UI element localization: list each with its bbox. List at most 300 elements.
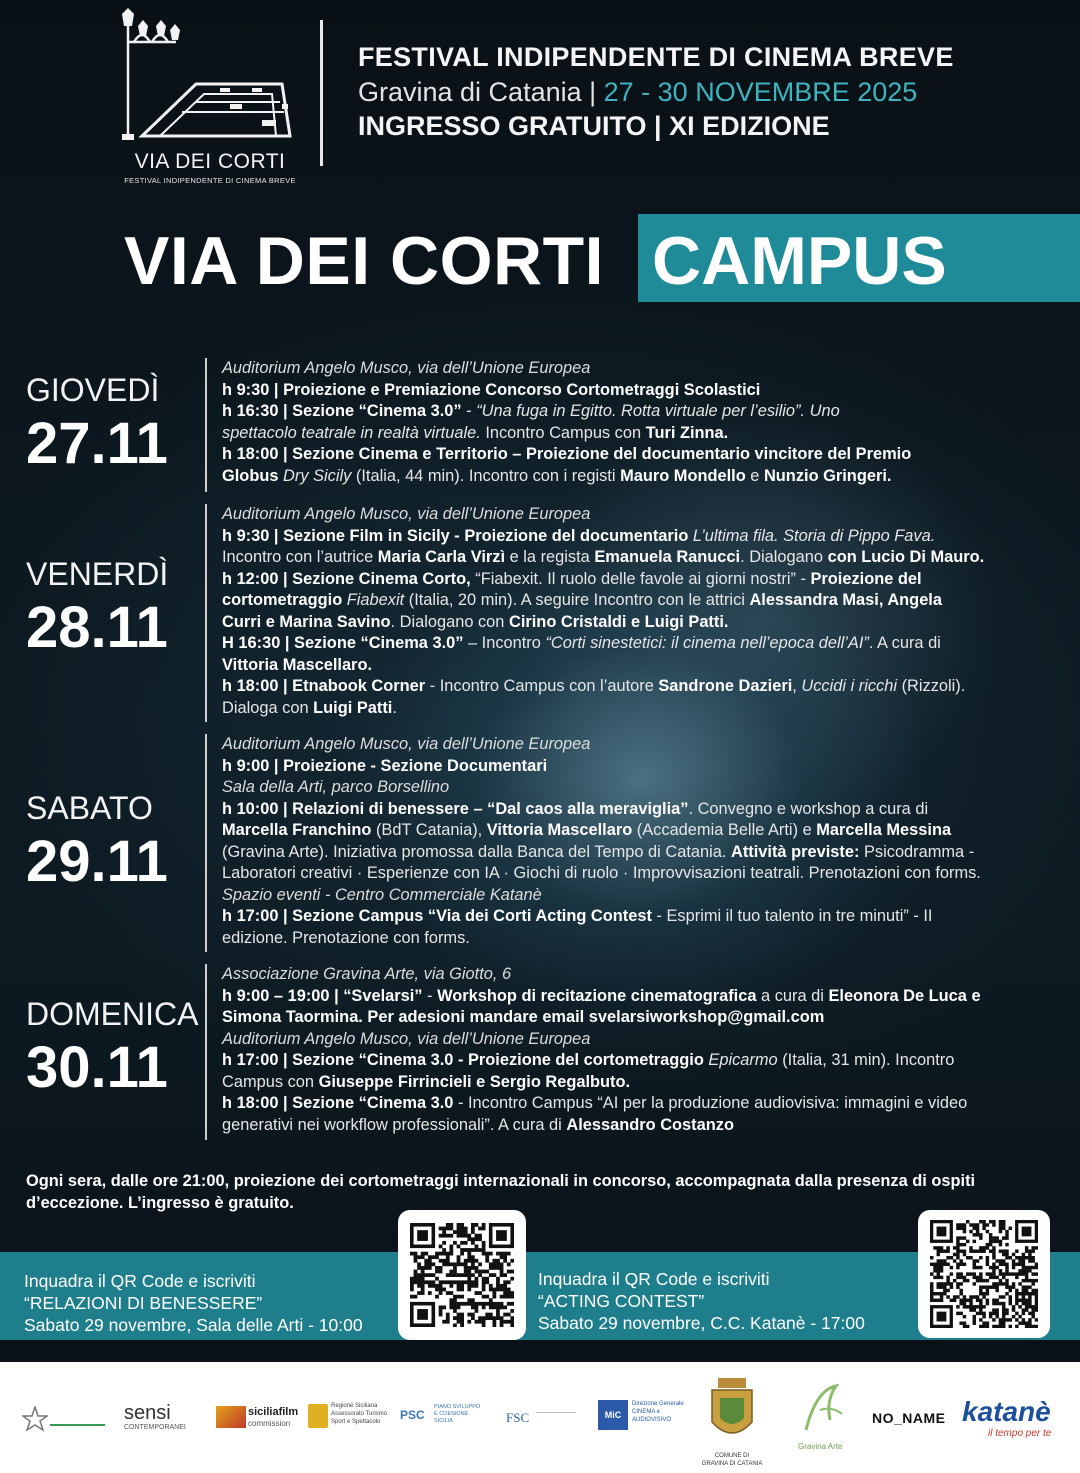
qr-module xyxy=(503,1284,507,1288)
qr-module xyxy=(435,1284,439,1288)
qr-module xyxy=(999,1302,1002,1305)
qr-module xyxy=(986,1299,989,1302)
siciliafilm-logo: siciliafilm xyxy=(248,1406,299,1418)
qr-module xyxy=(992,1272,995,1275)
qr-module xyxy=(956,1236,959,1239)
qr-module xyxy=(421,1280,425,1284)
qr-module xyxy=(424,1266,428,1270)
qr-module xyxy=(492,1266,496,1270)
qr-module xyxy=(982,1220,985,1223)
qr-module xyxy=(467,1237,471,1241)
qr-module xyxy=(467,1277,471,1281)
qr-module xyxy=(449,1302,453,1306)
qr-module xyxy=(969,1299,972,1302)
qr-module xyxy=(464,1234,468,1238)
qr-module xyxy=(933,1246,936,1249)
qr-module xyxy=(1005,1279,1008,1282)
qr-module xyxy=(432,1262,436,1266)
qr-module xyxy=(1005,1318,1008,1321)
header-dates: 27 - 30 NOVEMBRE 2025 xyxy=(603,77,918,107)
qr-module xyxy=(930,1292,933,1295)
qr-module xyxy=(503,1295,507,1299)
qr-module xyxy=(500,1316,504,1320)
qr-module xyxy=(439,1227,443,1231)
qr-module xyxy=(421,1255,425,1259)
qr-module xyxy=(496,1302,500,1306)
qr-module xyxy=(460,1227,464,1231)
qr-module xyxy=(482,1241,486,1245)
qr-module xyxy=(489,1316,493,1320)
qr-module xyxy=(1012,1282,1015,1285)
qr-module xyxy=(933,1266,936,1269)
qr-module xyxy=(1031,1279,1034,1282)
qr-module xyxy=(467,1259,471,1263)
qr-module xyxy=(457,1313,461,1317)
qr-module xyxy=(982,1315,985,1318)
qr-module xyxy=(1002,1259,1005,1262)
qr-module xyxy=(940,1299,943,1302)
qr-module xyxy=(1009,1289,1012,1292)
qr-module xyxy=(1002,1295,1005,1298)
qr-module xyxy=(963,1279,966,1282)
schedule-line: cortometraggio Fiabexit (Italia, 20 min). A seguire Incontro con le attrici Alessandra Masi, Angela xyxy=(222,591,942,609)
qr-module xyxy=(933,1292,936,1295)
qr-module xyxy=(995,1325,998,1328)
sponsor-bar xyxy=(0,1362,1080,1473)
qr-module xyxy=(442,1241,446,1245)
qr-module xyxy=(1005,1312,1008,1315)
qr-module xyxy=(973,1318,976,1321)
qr-module xyxy=(467,1280,471,1284)
qr-module xyxy=(979,1312,982,1315)
qr-module xyxy=(471,1284,475,1288)
qr-module xyxy=(992,1256,995,1259)
qr-module xyxy=(989,1249,992,1252)
qr-module xyxy=(453,1273,457,1277)
qr-module xyxy=(446,1280,450,1284)
qr-module xyxy=(979,1308,982,1311)
qr-module xyxy=(930,1295,933,1298)
qr-module xyxy=(995,1289,998,1292)
qr-module xyxy=(460,1230,464,1234)
qr-finder xyxy=(417,1230,428,1241)
qr-module xyxy=(435,1266,439,1270)
qr-module xyxy=(460,1262,464,1266)
qr-module xyxy=(449,1291,453,1295)
qr-module xyxy=(496,1252,500,1256)
qr-module xyxy=(503,1291,507,1295)
qr-module xyxy=(999,1223,1002,1226)
qr-module xyxy=(1002,1272,1005,1275)
qr-module xyxy=(940,1282,943,1285)
qr-module xyxy=(979,1305,982,1308)
qr-module xyxy=(1022,1295,1025,1298)
schedule-line: Globus Dry Sicily (Italia, 44 min). Incontro con i registi Mauro Mondello e Nunzio Gringeri. xyxy=(222,466,892,485)
noname-logo: NO_NAME xyxy=(872,1410,946,1426)
qr-module xyxy=(457,1255,461,1259)
qr-module xyxy=(1005,1269,1008,1272)
schedule-line: Dialoga con Luigi Patti. xyxy=(222,698,397,717)
qr-finder xyxy=(937,1227,947,1237)
qr-module xyxy=(1002,1325,1005,1328)
qr-module xyxy=(503,1280,507,1284)
qr-module xyxy=(428,1259,432,1263)
qr-module xyxy=(421,1266,425,1270)
qr-module xyxy=(1018,1259,1021,1262)
qr-module xyxy=(471,1313,475,1317)
qr-module xyxy=(979,1266,982,1269)
schedule-line: (Gravina Arte). Iniziativa promossa dalla Banca del Tempo di Catania. Attività previste: Psicodramma - xyxy=(222,842,975,861)
qr-module xyxy=(460,1295,464,1299)
qr-module xyxy=(1022,1256,1025,1259)
qr-module xyxy=(1002,1276,1005,1279)
qr-module xyxy=(410,1252,414,1256)
qr-module xyxy=(467,1284,471,1288)
qr-module xyxy=(982,1249,985,1252)
qr-module xyxy=(453,1241,457,1245)
qr-module xyxy=(1012,1305,1015,1308)
qr-module xyxy=(503,1313,507,1317)
qr-module xyxy=(460,1323,464,1327)
qr-module xyxy=(492,1302,496,1306)
qr-module xyxy=(959,1292,962,1295)
day-divider xyxy=(205,504,207,722)
evening-note: Ogni sera, dalle ore 21:00, proiezione dei cortometraggi internazionali in concorso, accompagnata dalla presenza di ospiti d’eccezione. L’ingresso è gratuito. xyxy=(26,1172,976,1212)
qr-module xyxy=(482,1302,486,1306)
qr-module xyxy=(475,1234,479,1238)
qr-module xyxy=(999,1272,1002,1275)
qr-module xyxy=(1035,1279,1038,1282)
qr-module xyxy=(446,1291,450,1295)
qr-module xyxy=(930,1256,933,1259)
qr-module xyxy=(442,1248,446,1252)
qr-module xyxy=(953,1253,956,1256)
qr-module xyxy=(992,1318,995,1321)
qr-module xyxy=(449,1270,453,1274)
qr-module xyxy=(986,1272,989,1275)
qr-module xyxy=(1035,1266,1038,1269)
qr-module xyxy=(995,1266,998,1269)
qr-module xyxy=(460,1248,464,1252)
qr-module xyxy=(457,1262,461,1266)
qr-module xyxy=(1009,1318,1012,1321)
qr-module xyxy=(1025,1276,1028,1279)
schedule-line: h 16:30 | Sezione “Cinema 3.0” - “Una fuga in Egitto. Rotta virtuale per l’esilio”. Uno xyxy=(222,402,840,420)
qr-module xyxy=(956,1305,959,1308)
qr-right-line1: Inquadra il QR Code e iscriviti xyxy=(538,1269,770,1289)
qr-module xyxy=(471,1273,475,1277)
qr-module xyxy=(1025,1289,1028,1292)
qr-module xyxy=(442,1234,446,1238)
qr-module xyxy=(940,1276,943,1279)
qr-module xyxy=(457,1245,461,1249)
qr-module xyxy=(510,1270,514,1274)
qr-module xyxy=(496,1280,500,1284)
qr-module xyxy=(933,1263,936,1266)
festival-logo xyxy=(112,8,302,183)
qr-module xyxy=(1025,1246,1028,1249)
qr-module xyxy=(424,1280,428,1284)
qr-module xyxy=(510,1316,514,1320)
qr-module xyxy=(1035,1318,1038,1321)
qr-module xyxy=(442,1288,446,1292)
qr-module xyxy=(1035,1292,1038,1295)
qr-module xyxy=(976,1233,979,1236)
qr-module xyxy=(1002,1282,1005,1285)
qr-module xyxy=(979,1220,982,1223)
qr-module xyxy=(1028,1302,1031,1305)
qr-module xyxy=(439,1266,443,1270)
qr-module xyxy=(439,1313,443,1317)
qr-module xyxy=(489,1302,493,1306)
qr-module xyxy=(963,1321,966,1324)
qr-module xyxy=(946,1263,949,1266)
qr-finder xyxy=(417,1309,428,1320)
qr-module xyxy=(973,1259,976,1262)
qr-module xyxy=(995,1312,998,1315)
qr-module xyxy=(453,1295,457,1299)
qr-module xyxy=(940,1295,943,1298)
qr-module xyxy=(946,1256,949,1259)
siciliafilm-logo-sub: commission xyxy=(248,1419,291,1428)
qr-module xyxy=(442,1280,446,1284)
qr-module xyxy=(449,1273,453,1277)
qr-module xyxy=(449,1280,453,1284)
qr-module xyxy=(478,1248,482,1252)
qr-module xyxy=(435,1288,439,1292)
schedule-line: h 18:00 | Sezione Cinema e Territorio – Proiezione del documentario vincitore del Premio xyxy=(222,445,912,463)
qr-module xyxy=(979,1272,982,1275)
qr-module xyxy=(432,1280,436,1284)
schedule-line: h 9:30 | Sezione Film in Sicily - Proiezione del documentario L’ultima fila. Storia di Pippo Fava. xyxy=(222,526,936,545)
qr-module xyxy=(1005,1253,1008,1256)
qr-module xyxy=(1028,1295,1031,1298)
qr-module xyxy=(973,1249,976,1252)
qr-module xyxy=(1022,1259,1025,1262)
qr-module xyxy=(943,1263,946,1266)
qr-module xyxy=(976,1223,979,1226)
qr-module xyxy=(940,1246,943,1249)
qr-module xyxy=(969,1302,972,1305)
qr-module xyxy=(478,1262,482,1266)
qr-module xyxy=(489,1262,493,1266)
qr-module xyxy=(1002,1227,1005,1230)
qr-module xyxy=(979,1299,982,1302)
qr-module xyxy=(937,1263,940,1266)
qr-module xyxy=(421,1252,425,1256)
qr-module xyxy=(937,1272,940,1275)
qr-module xyxy=(969,1295,972,1298)
qr-module xyxy=(1022,1299,1025,1302)
qr-module xyxy=(956,1312,959,1315)
qr-module xyxy=(963,1295,966,1298)
qr-module xyxy=(492,1259,496,1263)
schedule-line: H 16:30 | Sezione “Cinema 3.0” – Incontro “Corti sinestetici: il cinema nell’epoca dell’AI”. A cura di xyxy=(222,634,941,652)
qr-module xyxy=(471,1227,475,1231)
katane-logo: katanè xyxy=(962,1396,1051,1427)
header-festival-name: FESTIVAL INDIPENDENTE DI CINEMA BREVE xyxy=(358,42,954,72)
qr-module xyxy=(946,1289,949,1292)
qr-code-relazioni[interactable] xyxy=(398,1210,526,1340)
qr-module xyxy=(930,1289,933,1292)
qr-module xyxy=(421,1291,425,1295)
qr-module xyxy=(966,1240,969,1243)
qr-module xyxy=(930,1272,933,1275)
qr-module xyxy=(963,1299,966,1302)
qr-module xyxy=(460,1273,464,1277)
qr-module xyxy=(992,1276,995,1279)
schedule-line: Curri e Marina Savino. Dialogano con Cirino Cristaldi e Luigi Patti. xyxy=(222,612,729,631)
qr-module xyxy=(1002,1263,1005,1266)
qr-module xyxy=(496,1259,500,1263)
schedule-line: spettacolo teatrale in realtà virtuale. Incontro Campus con Turi Zinna. xyxy=(222,423,729,442)
qr-module xyxy=(999,1269,1002,1272)
qr-module xyxy=(1018,1272,1021,1275)
qr-module xyxy=(950,1256,953,1259)
day-schedule xyxy=(222,734,1062,949)
qr-module xyxy=(453,1323,457,1327)
qr-module xyxy=(457,1288,461,1292)
qr-module xyxy=(478,1316,482,1320)
qr-module xyxy=(428,1280,432,1284)
qr-module xyxy=(1002,1305,1005,1308)
qr-module xyxy=(421,1270,425,1274)
qr-module xyxy=(1009,1285,1012,1288)
qr-module xyxy=(956,1282,959,1285)
qr-module xyxy=(478,1291,482,1295)
qr-module xyxy=(439,1291,443,1295)
qr-module xyxy=(1012,1285,1015,1288)
qr-module xyxy=(999,1230,1002,1233)
qr-module xyxy=(1022,1279,1025,1282)
qr-module xyxy=(439,1245,443,1249)
qr-module xyxy=(959,1302,962,1305)
qr-module xyxy=(1028,1312,1031,1315)
qr-module xyxy=(986,1259,989,1262)
qr-module xyxy=(457,1280,461,1284)
qr-module xyxy=(1015,1292,1018,1295)
qr-module xyxy=(992,1285,995,1288)
schedule-line: Spazio eventi - Centro Commerciale Katanè xyxy=(222,885,542,904)
schedule-line: Campus con Giuseppe Firrincieli e Sergio Regalbuto. xyxy=(222,1072,631,1091)
qr-module xyxy=(417,1291,421,1295)
qr-module xyxy=(503,1273,507,1277)
qr-module xyxy=(1022,1266,1025,1269)
qr-finder xyxy=(1022,1227,1032,1237)
qr-code-acting-contest[interactable] xyxy=(918,1210,1050,1338)
qr-module xyxy=(500,1320,504,1324)
qr-module xyxy=(457,1305,461,1309)
qr-left-line1: Inquadra il QR Code e iscriviti xyxy=(24,1271,256,1291)
qr-module xyxy=(982,1292,985,1295)
qr-module xyxy=(933,1269,936,1272)
qr-module xyxy=(442,1259,446,1263)
qr-module xyxy=(937,1259,940,1262)
qr-module xyxy=(1012,1253,1015,1256)
qr-module xyxy=(471,1262,475,1266)
qr-module xyxy=(439,1305,443,1309)
qr-module xyxy=(421,1277,425,1281)
qr-module xyxy=(482,1227,486,1231)
qr-module xyxy=(976,1276,979,1279)
qr-module xyxy=(467,1266,471,1270)
qr-module xyxy=(1002,1223,1005,1226)
qr-module xyxy=(449,1298,453,1302)
qr-module xyxy=(482,1288,486,1292)
qr-module xyxy=(995,1302,998,1305)
qr-module xyxy=(959,1312,962,1315)
qr-module xyxy=(482,1223,486,1227)
day-name: VENERDÌ xyxy=(26,556,169,592)
qr-module xyxy=(1002,1321,1005,1324)
qr-left-line3: Sabato 29 novembre, Sala delle Arti - 10:00 xyxy=(24,1315,363,1335)
day-schedule xyxy=(222,358,1062,487)
qr-module xyxy=(500,1252,504,1256)
qr-module xyxy=(507,1302,511,1306)
qr-module xyxy=(959,1249,962,1252)
qr-module xyxy=(1012,1272,1015,1275)
qr-module xyxy=(467,1273,471,1277)
qr-module xyxy=(489,1252,493,1256)
qr-module xyxy=(475,1291,479,1295)
qr-module xyxy=(992,1253,995,1256)
qr-module xyxy=(956,1263,959,1266)
schedule-line: Sala della Arti, parco Borsellino xyxy=(222,778,450,796)
qr-module xyxy=(507,1291,511,1295)
qr-module xyxy=(989,1315,992,1318)
qr-module xyxy=(428,1255,432,1259)
qr-module xyxy=(1025,1249,1028,1252)
qr-module xyxy=(950,1282,953,1285)
qr-module xyxy=(471,1223,475,1227)
qr-module xyxy=(1025,1308,1028,1311)
qr-module xyxy=(973,1321,976,1324)
qr-module xyxy=(475,1266,479,1270)
qr-module xyxy=(959,1236,962,1239)
qr-module xyxy=(492,1320,496,1324)
qr-module xyxy=(979,1249,982,1252)
qr-module xyxy=(995,1240,998,1243)
qr-module xyxy=(446,1259,450,1263)
qr-module xyxy=(999,1321,1002,1324)
day-divider xyxy=(205,964,207,1140)
qr-module xyxy=(482,1252,486,1256)
qr-module xyxy=(1028,1285,1031,1288)
qr-right-line2: “ACTING CONTEST” xyxy=(538,1291,705,1311)
qr-module xyxy=(995,1299,998,1302)
qr-module xyxy=(471,1255,475,1259)
qr-module xyxy=(1002,1220,1005,1223)
qr-module xyxy=(966,1305,969,1308)
qr-module xyxy=(460,1252,464,1256)
qr-module xyxy=(966,1279,969,1282)
qr-module xyxy=(457,1223,461,1227)
qr-module xyxy=(482,1305,486,1309)
qr-module xyxy=(933,1299,936,1302)
gravina-arte-logo: Gravina Arte xyxy=(798,1442,843,1451)
qr-module xyxy=(1031,1305,1034,1308)
qr-module xyxy=(943,1259,946,1262)
qr-module xyxy=(1002,1312,1005,1315)
qr-module xyxy=(1022,1269,1025,1272)
qr-module xyxy=(478,1273,482,1277)
qr-module xyxy=(953,1279,956,1282)
qr-module xyxy=(992,1236,995,1239)
qr-module xyxy=(992,1299,995,1302)
qr-module xyxy=(457,1284,461,1288)
qr-module xyxy=(467,1298,471,1302)
qr-module xyxy=(449,1223,453,1227)
